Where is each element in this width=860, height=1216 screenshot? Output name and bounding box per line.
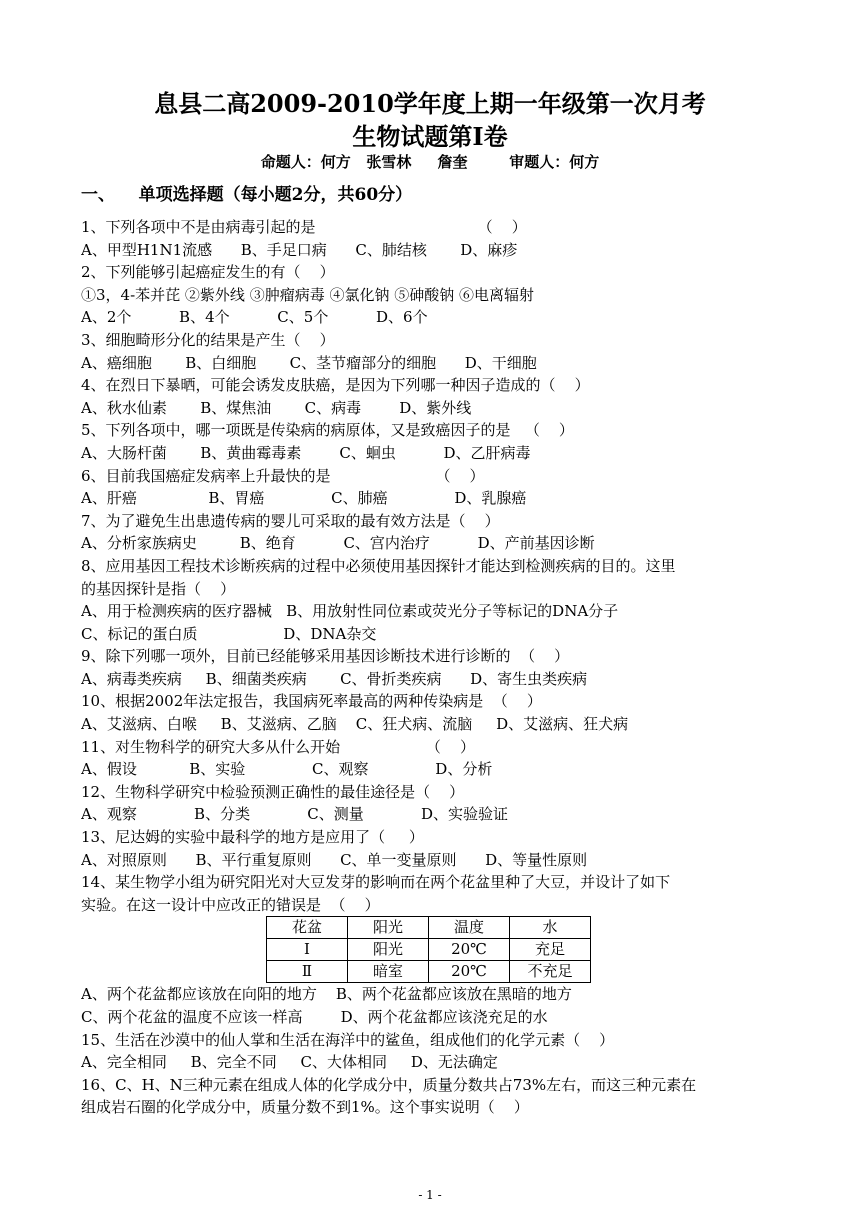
question-line: 8、应用基因工程技术诊断疾病的过程中必须使用基因探针才能达到检测疾病的目的。这里	[81, 556, 676, 575]
question-line: 3、细胞畸形分化的结果是产生（ ）	[81, 330, 335, 349]
experiment-table	[266, 916, 591, 983]
table-row	[267, 961, 591, 983]
table-cell: 暗室	[348, 961, 429, 983]
question-line: 12、生物科学研究中检验预测正确性的最佳途径是（ ）	[81, 782, 465, 801]
exam-subtitle: 生物试题第Ⅰ卷	[352, 122, 508, 151]
question-line: 6、目前我国癌症发病率上升最快的是 （ ）	[81, 466, 485, 485]
option-line: A、对照原则 B、平行重复原则 C、单一变量原则 D、等量性原则	[81, 850, 588, 869]
option-line: A、病毒类疾病 B、细菌类疾病 C、骨折类疾病 D、寄生虫类疾病	[81, 669, 588, 688]
question-line: 组成岩石圈的化学成分中，质量分数不到1%。这个事实说明（ ）	[81, 1098, 529, 1117]
question-line: 15、生活在沙漠中的仙人掌和生活在海洋中的鲨鱼，组成他们的化学元素（ ）	[81, 1030, 615, 1049]
option-line: A、用于检测疾病的医疗器械 B、用放射性同位素或荧光分子等标记的DNA分子	[81, 602, 619, 621]
table-header-cell: 温度	[429, 917, 510, 939]
question-line: 7、为了避免生出患遗传病的婴儿可采取的最有效方法是（ ）	[81, 511, 500, 530]
table-cell: 充足	[510, 939, 591, 961]
option-line: A、艾滋病、白喉 B、艾滋病、乙脑 C、狂犬病、流脑 D、艾滋病、狂犬病	[81, 715, 629, 734]
exam-authors: 命题人：何方 张雪林 詹奎 审题人：何方	[260, 153, 600, 171]
question-line: 10、根据2002年法定报告，我国病死率最高的两种传染病是 （ ）	[81, 692, 542, 711]
option-line: A、观察 B、分类 C、测量 D、实验验证	[81, 805, 509, 824]
page-number: - 1 -	[418, 1188, 442, 1202]
option-line: A、假设 B、实验 C、观察 D、分析	[81, 760, 493, 779]
table-header-cell: 花盆	[267, 917, 348, 939]
question-line: 16、C、H、N三种元素在组成人体的化学成分中，质量分数共占73%左右，而这三种元素在	[81, 1075, 697, 1094]
option-line: A、肝癌 B、胃癌 C、肺癌 D、乳腺癌	[81, 489, 527, 508]
question-line: 1、下列各项中不是由病毒引起的是 （ ）	[81, 218, 527, 236]
section-heading: 一、 单项选择题（每小题2分，共60分）	[81, 185, 413, 205]
question-line: ①3，4-苯并芘 ②紫外线 ③肿瘤病毒 ④氯化钠 ⑤砷酸钠 ⑥电离辐射	[81, 285, 534, 304]
question-line: 4、在烈日下暴晒，可能会诱发皮肤癌，是因为下列哪一种因子造成的（ ）	[81, 376, 590, 395]
table-row	[267, 939, 591, 961]
exam-title: 息县二高2009-2010学年度上期一年级第一次月考	[154, 89, 706, 118]
table-cell: 阳光	[348, 939, 429, 961]
table-header-cell: 水	[510, 917, 591, 939]
option-line: A、2个 B、4个 C、5个 D、6个	[81, 308, 428, 327]
option-line: C、两个花盆的温度不应该一样高 D、两个花盆都应该浇充足的水	[81, 1008, 548, 1026]
option-line: A、大肠杆菌 B、黄曲霉毒素 C、蛔虫 D、乙肝病毒	[81, 443, 531, 462]
table-cell: Ⅰ	[267, 939, 348, 961]
table-header-cell: 阳光	[348, 917, 429, 939]
question-lines-after-table	[81, 983, 771, 1119]
question-line: 9、除下列哪一项外，目前已经能够采用基因诊断技术进行诊断的 （ ）	[81, 647, 570, 666]
table-cell: 20℃	[429, 939, 510, 961]
question-line: 13、尼达姆的实验中最科学的地方是应用了（ ）	[81, 828, 424, 847]
question-line: 的基因探针是指（ ）	[81, 579, 236, 598]
option-line: A、秋水仙素 B、煤焦油 C、病毒 D、紫外线	[81, 398, 472, 417]
option-line: A、完全相同 B、完全不同 C、大体相同 D、无法确定	[81, 1053, 498, 1072]
question-line: 2、下列能够引起癌症发生的有（ ）	[81, 263, 335, 282]
table-header-row	[267, 917, 591, 939]
table-cell: 20℃	[429, 961, 510, 983]
option-line: A、两个花盆都应该放在向阳的地方 B、两个花盆都应该放在黑暗的地方	[81, 985, 572, 1004]
table-cell: Ⅱ	[267, 961, 348, 983]
question-line: 5、下列各项中，哪一项既是传染病的病原体，又是致癌因子的是 （ ）	[81, 421, 574, 440]
option-line: C、标记的蛋白质 D、DNA杂交	[81, 624, 377, 643]
question-content	[81, 216, 771, 1119]
table-cell: 不充足	[510, 961, 591, 983]
question-line: 11、对生物科学的研究大多从什么开始 （ ）	[81, 737, 475, 756]
option-line: A、分析家族病史 B、绝育 C、宫内治疗 D、产前基因诊断	[81, 534, 595, 553]
question-lines-before-table	[81, 216, 771, 916]
option-line: A、癌细胞 B、白细胞 C、茎节瘤部分的细胞 D、干细胞	[81, 353, 537, 372]
question-line: 14、某生物学小组为研究阳光对大豆发芽的影响而在两个花盆里种了大豆，并设计了如下	[81, 873, 671, 892]
question-line: 实验。在这一设计中应改正的错误是 （ ）	[81, 895, 380, 914]
option-line: A、甲型H1N1流感 B、手足口病 C、肺结核 D、麻疹	[81, 240, 518, 259]
